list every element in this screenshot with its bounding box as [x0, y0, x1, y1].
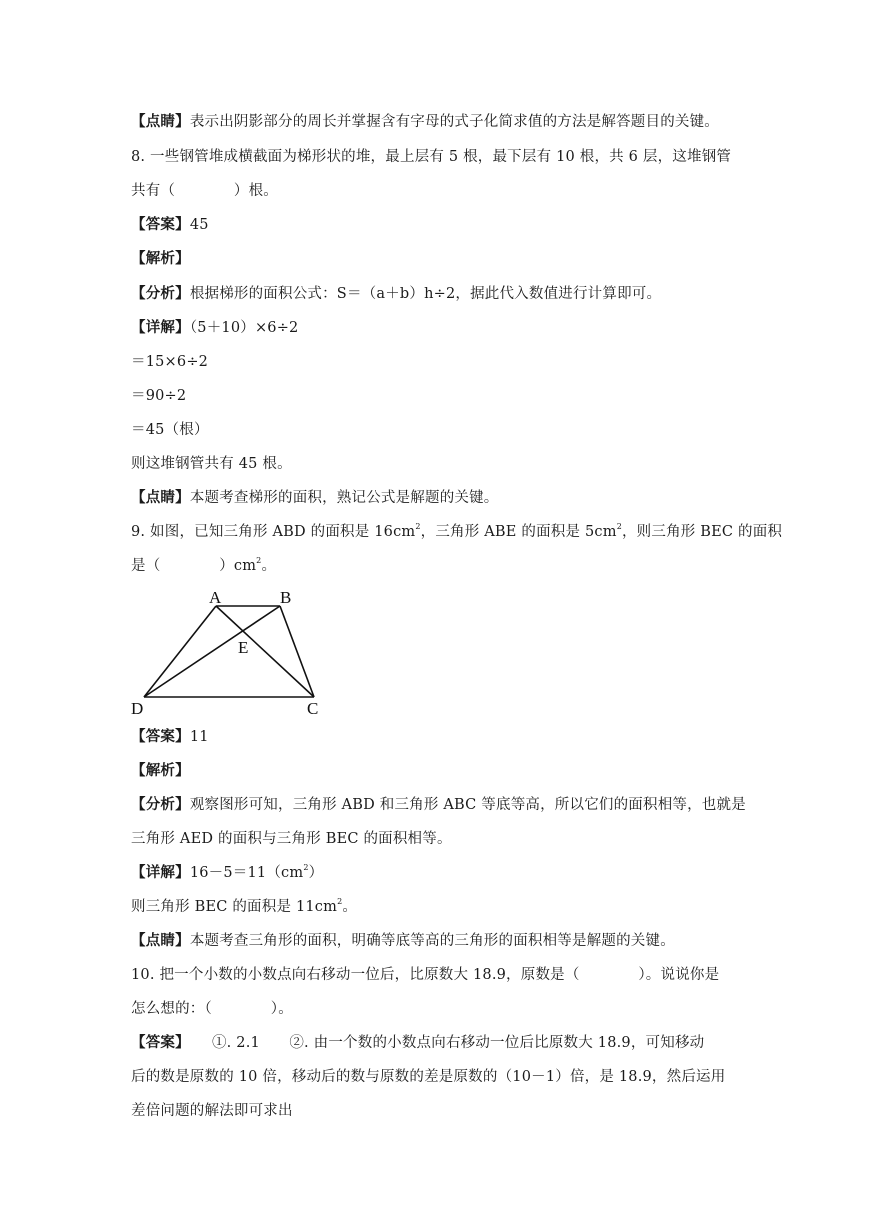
- superscript: 2: [303, 863, 309, 872]
- superscript: 2: [616, 522, 622, 531]
- calc-step-1: ＝15×6÷2: [131, 354, 209, 370]
- trapezoid-figure: [128, 586, 328, 718]
- detail-8: [131, 318, 299, 338]
- answer-10: [131, 1033, 704, 1053]
- text-part: 16－5＝11（cm: [189, 865, 304, 881]
- text-part: 则三角形 BEC 的面积是 11cm: [131, 899, 338, 915]
- text-part: ，三角形 ABE 的面积是 5cm: [420, 524, 617, 540]
- tag-label: 【解析】: [131, 250, 190, 267]
- superscript: 2: [415, 522, 421, 531]
- question-10-line-1: 10. 把一个小数的小数点向右移动一位后，比原数大 18.9，原数是（ ）。说说你是: [131, 967, 720, 983]
- text-part: 是（ ）cm: [131, 558, 257, 574]
- tag-label: 【详解】: [131, 864, 190, 881]
- answer-text: 45: [189, 217, 209, 233]
- tag-label: 【详解】: [131, 319, 190, 336]
- analysis-9: [131, 795, 746, 815]
- text-part: 。: [342, 899, 358, 915]
- vertex-label-a: A: [209, 588, 222, 607]
- calc-step-3: ＝45（根）: [131, 422, 209, 438]
- tag-label: 【答案】: [131, 216, 190, 233]
- figure-lines: [144, 606, 314, 697]
- vertex-label-e: E: [238, 638, 249, 657]
- analysis-8: [131, 284, 661, 304]
- tag-label: 【点睛】: [131, 932, 190, 949]
- analysis-9-heading: [131, 761, 190, 781]
- conclusion-8: 则这堆钢管共有 45 根。: [131, 456, 292, 472]
- answer-text: 11: [189, 729, 209, 745]
- answer-10-cont-2: 差倍问题的解法即可求出: [131, 1103, 293, 1119]
- question-10-line-2: 怎么想的：（ ）。: [131, 1001, 293, 1017]
- tag-label: 【答案】: [131, 728, 190, 745]
- dianjing-9: [131, 931, 675, 951]
- calc-step-2: ＝90÷2: [131, 388, 187, 404]
- line-dianjing-1: [131, 112, 719, 132]
- tag-label: 【点睛】: [131, 113, 190, 130]
- detail-9: [131, 863, 323, 883]
- diagonal-ac: [216, 606, 314, 697]
- answer-9: [131, 727, 209, 747]
- analysis-8-heading: [131, 249, 190, 269]
- line-text: 观察图形可知，三角形 ABD 和三角形 ABC 等底等高，所以它们的面积相等，也就是: [189, 797, 746, 813]
- vertex-label-c: C: [307, 699, 319, 718]
- question-9-line-2: [131, 556, 276, 576]
- tag-label: 【答案】: [131, 1034, 183, 1051]
- tag-label: 【解析】: [131, 762, 190, 779]
- diagonal-bd: [144, 606, 280, 697]
- line-text: 根据梯形的面积公式：S＝（a＋b）h÷2，据此代入数值进行计算即可。: [189, 286, 662, 302]
- edge-bc: [280, 606, 314, 697]
- line-text: 本题考查三角形的面积，明确等底等高的三角形的面积相等是解题的关键。: [189, 933, 675, 949]
- question-8-line-2: 共有（ ）根。: [131, 183, 278, 199]
- dianjing-8: [131, 488, 499, 508]
- answer-10-cont-1: 后的数是原数的 10 倍，移动后的数与原数的差是原数的（10－1）倍，是 18.9，然后运用: [131, 1069, 726, 1085]
- question-9-line-1: [131, 522, 782, 542]
- answer-8: [131, 215, 209, 235]
- text-part: 9. 如图，已知三角形 ABD 的面积是 16cm: [131, 524, 416, 540]
- line-text: 表示出阴影部分的周长并掌握含有字母的式子化简求值的方法是解答题目的关键。: [189, 114, 720, 130]
- tag-label: 【分析】: [131, 796, 190, 813]
- text-part: ，则三角形 BEC 的面积: [621, 524, 783, 540]
- conclusion-9: [131, 897, 357, 917]
- text-part: 。: [261, 558, 277, 574]
- question-8-line-1: 8. 一些钢管堆成横截面为梯形状的堆，最上层有 5 根，最下层有 10 根，共 6 层，这堆钢管: [131, 149, 732, 165]
- superscript: 2: [337, 897, 343, 906]
- edge-ad: [144, 606, 216, 697]
- vertex-label-b: B: [280, 588, 292, 607]
- text-part: ）: [308, 865, 324, 881]
- superscript: 2: [256, 556, 262, 565]
- answer-text: ①. 2.1 ②. 由一个数的小数点向右移动一位后比原数大 18.9，可知移动: [182, 1035, 705, 1051]
- tag-label: 【点睛】: [131, 489, 190, 506]
- vertex-label-d: D: [131, 699, 144, 718]
- analysis-9-cont: 三角形 AED 的面积与三角形 BEC 的面积相等。: [131, 831, 452, 847]
- line-text: （5＋10）×6÷2: [189, 320, 299, 336]
- tag-label: 【分析】: [131, 285, 190, 302]
- line-text: 本题考查梯形的面积，熟记公式是解题的关键。: [189, 490, 499, 506]
